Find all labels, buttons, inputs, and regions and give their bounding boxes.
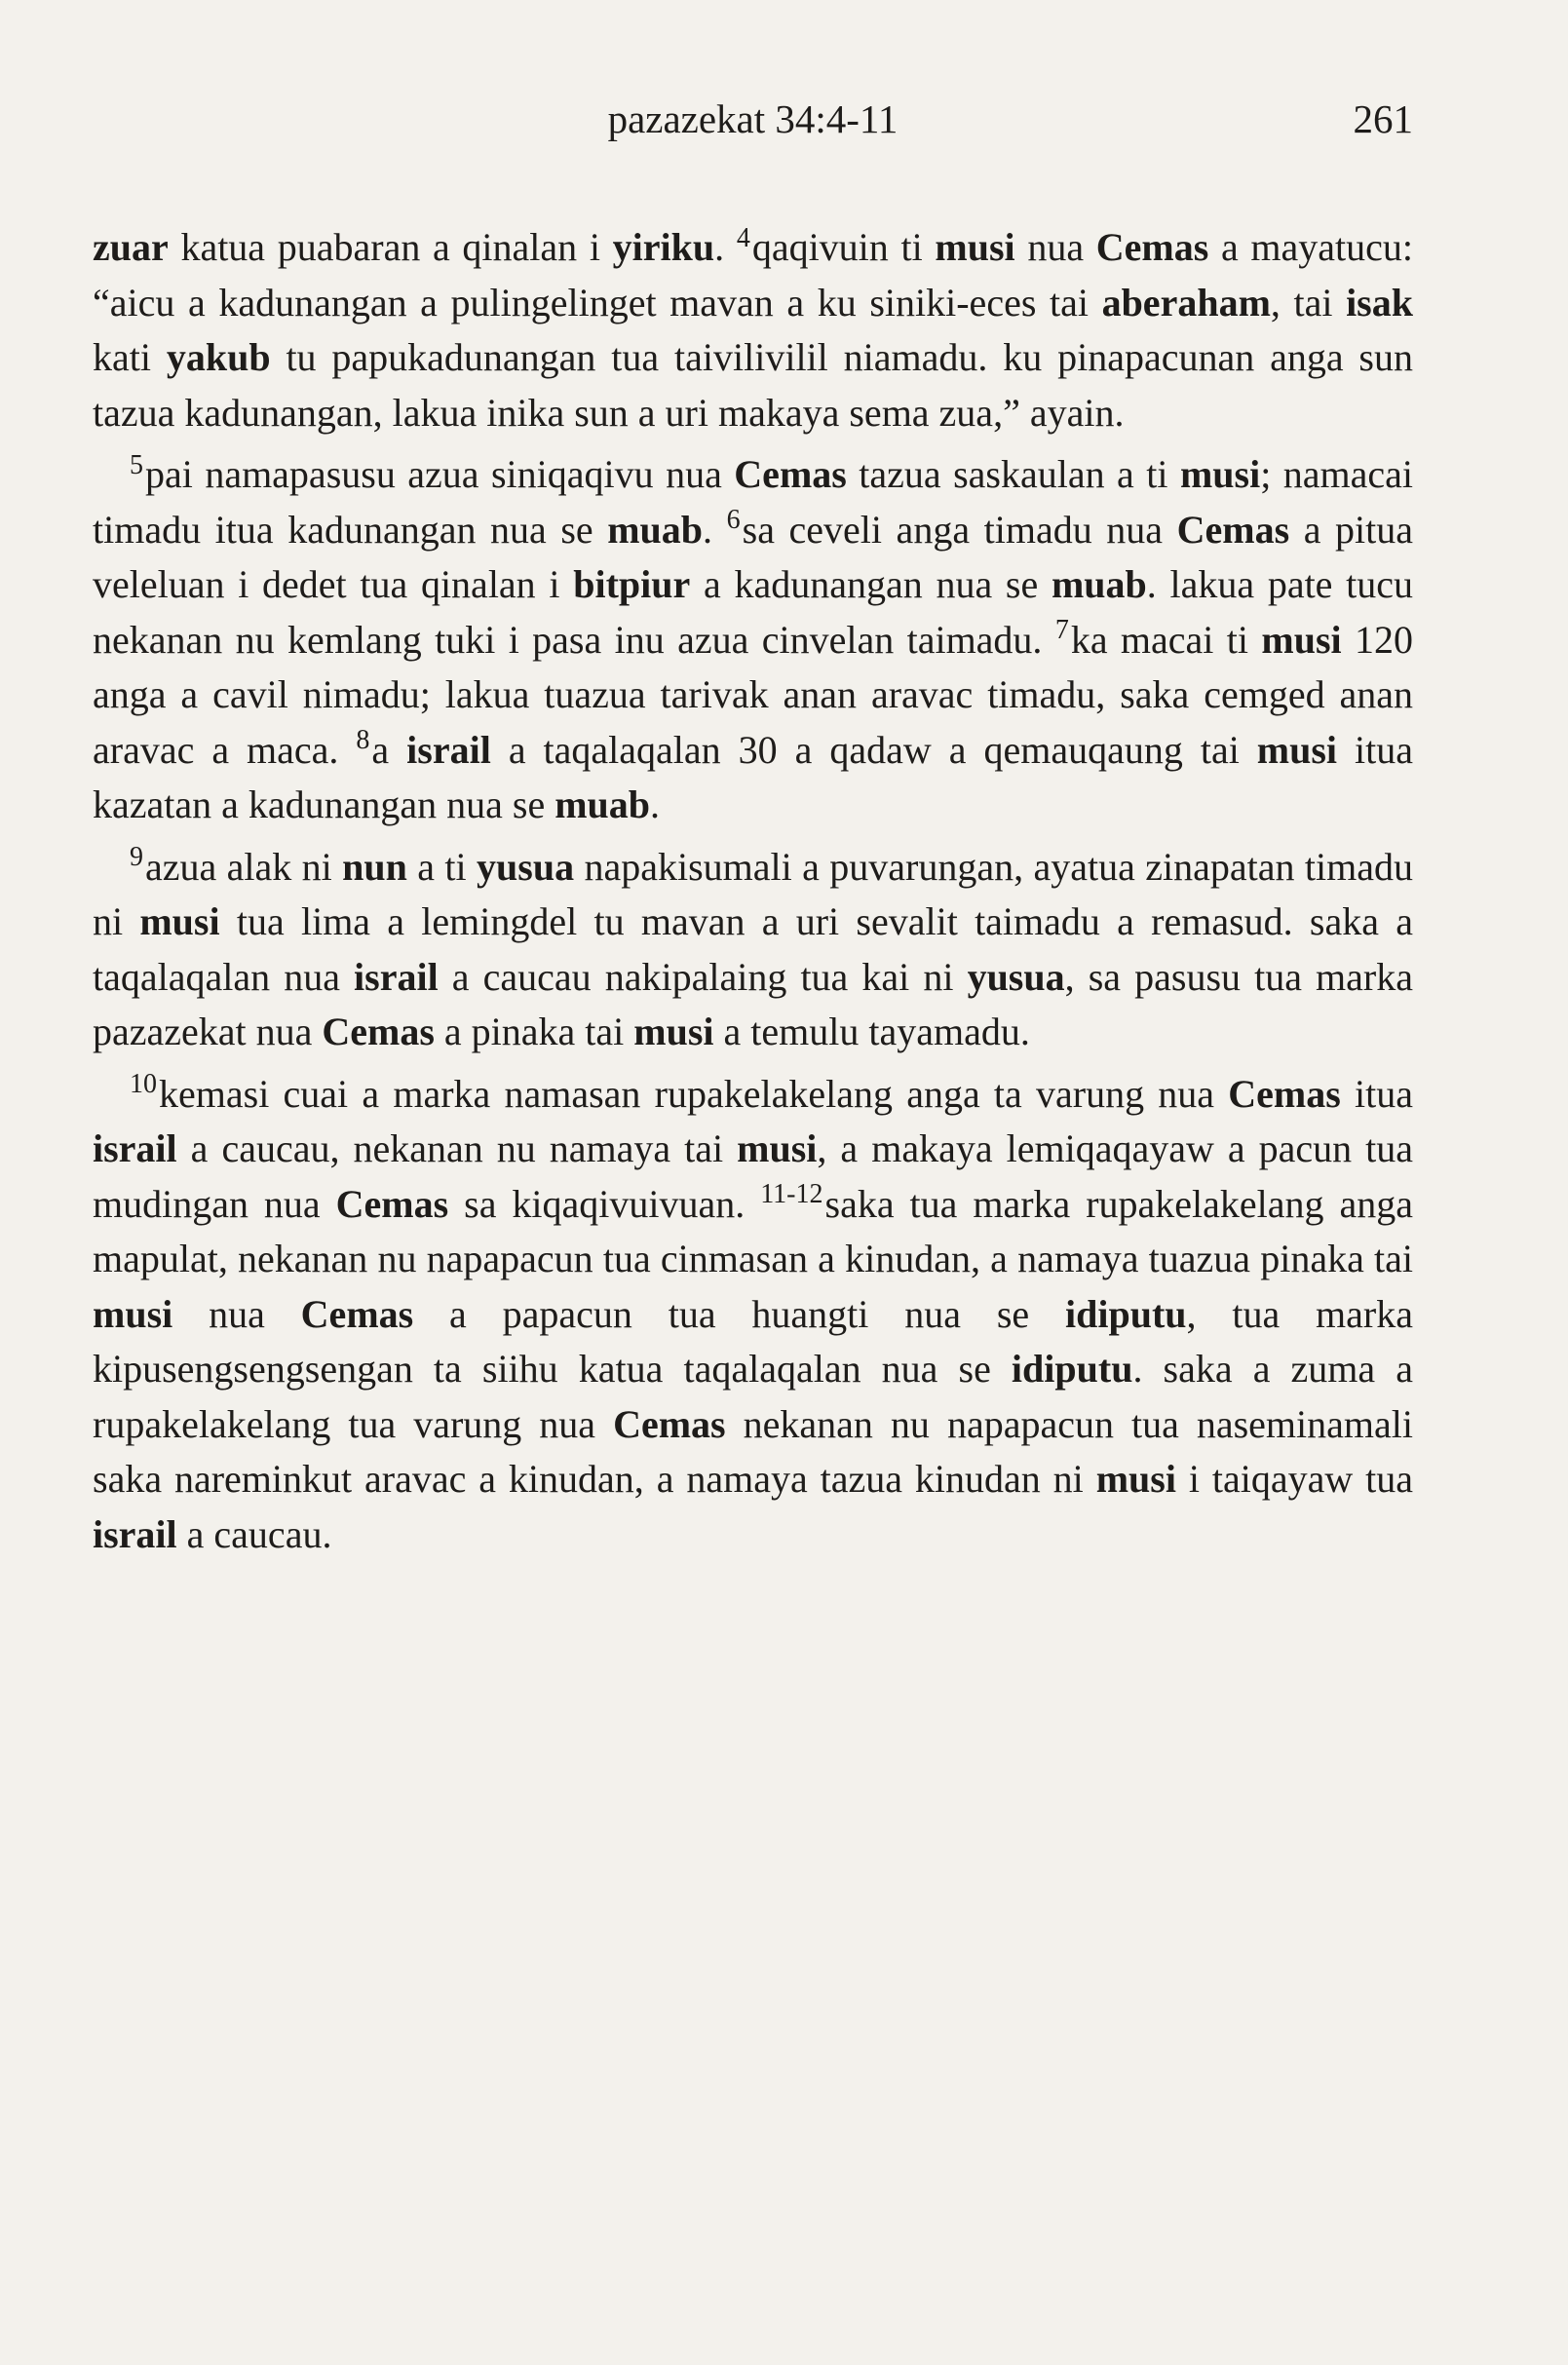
verse-number: 9 [130,842,143,873]
bold-name: yusua [967,954,1065,999]
text-run: nekanan nu napapacun tua naseminamali saka nareminkut aravac a kinudan, a namaya tazua kinudan ni [93,1401,1414,1501]
bold-name: musi [93,1291,173,1336]
bold-name: Cemas [1176,507,1290,552]
text-run: kemasi cuai a marka namasan rupakelakelang anga ta varung nua [159,1071,1229,1116]
bold-name: musi [1261,617,1342,662]
text-run: a caucau nakipalaing tua kai ni [438,954,968,999]
bold-name: Cemas [1095,225,1209,269]
text-run: a temulu tayamadu. [713,1010,1030,1053]
bold-name: nun [342,844,407,889]
bold-name: Cemas [335,1181,449,1226]
bold-name: aberaham [1101,280,1271,324]
text-run: . saka a zuma a rupakelakelang tua varung nua [93,1347,1414,1446]
bold-name: Cemas [1228,1071,1341,1116]
text-run: 120 anga a cavil nimadu; lakua tuazua tarivak anan aravac timadu, saka cemged anan aravac a maca. [93,617,1414,772]
text-run: a pinaka tai [434,1010,634,1053]
text-run: qaqivuin ti [751,225,936,269]
text-run: , tua marka kipusengsengsengan ta siihu katua taqalaqalan nua se [93,1291,1413,1391]
bold-name: muab [607,507,704,552]
verse-number: 7 [1054,615,1069,646]
bold-name: isak [1346,280,1413,324]
paragraph [93,220,1413,440]
running-title: pazazekat 34:4-11 [607,96,899,141]
bold-name: idiputu [1011,1347,1133,1391]
paragraph [93,840,1413,1060]
text-run: sa kiqaqivuivuan. [448,1181,761,1226]
text-run: sa ceveli anga timadu nua [742,507,1177,552]
verse-number: 11-12 [760,1179,823,1210]
bold-name: musi [633,1010,714,1053]
text-run: nua [1014,225,1096,269]
verse-number: 6 [726,505,741,536]
bold-name: israil [93,1126,177,1170]
bold-name: Cemas [322,1010,435,1053]
bold-name: musi [935,225,1015,269]
text-run: , tai [1270,280,1347,324]
bold-name: Cemas [300,1291,414,1336]
text-run: ka macai ti [1070,617,1262,662]
text-run: a mayatucu: “aicu a kadunangan a pulingelinget mavan a ku siniki-eces tai [93,225,1414,324]
verse-number: 5 [130,449,143,480]
bold-name: yakub [166,335,271,379]
text-run: a taqalaqalan 30 a qadaw a qemauqaung tai [490,727,1257,772]
text-run: ; namacai timadu itua kadunangan nua se [93,452,1413,552]
text-run: . lakua pate tucu nekanan nu kemlang tuki i pasa inu azua cinvelan taimadu. [93,562,1414,662]
text-run: a [371,727,407,772]
text-run: , a makaya lemiqaqayaw a pacun tua mudingan nua [93,1126,1414,1226]
text-run: tazua saskaulan a ti [846,452,1180,496]
paragraph [93,447,1413,833]
text-run: , sa pasusu tua marka pazazekat nua [93,954,1413,1053]
text-run: pai namapasusu azua siniqaqivu nua [145,452,735,496]
bold-name: Cemas [613,1401,726,1446]
bold-name: muab [555,782,651,826]
verse-number: 8 [356,725,370,756]
text-run: . [714,225,737,269]
bold-name: yiriku [612,225,715,269]
text-run: . [703,507,727,552]
text-run: itua kazatan a kadunangan nua se [93,727,1414,826]
verse-number: 4 [736,222,750,253]
page-header [93,95,1413,154]
text-run: i taiqayaw tua [1175,1457,1413,1501]
bold-name: israil [406,727,491,772]
bold-name: musi [737,1126,818,1170]
text-run: itua [1340,1071,1413,1116]
text-run: napakisumali a puvarungan, ayatua zinapatan timadu ni [93,844,1413,943]
text-run: a kadunangan nua se [690,562,1052,606]
verse-number: 10 [130,1069,157,1100]
bold-name: yusua [477,844,575,889]
bold-name: israil [93,1511,177,1556]
text-run: nua [172,1291,301,1336]
text-run: a ti [406,844,478,889]
bold-name: musi [1179,452,1261,496]
text-run: a papacun tua huangti nua se [413,1291,1065,1336]
text-run: . [650,782,661,826]
bold-name: muab [1051,562,1147,606]
bold-name: musi [139,899,220,943]
page-number: 261 [1353,96,1413,141]
bold-name: zuar [93,225,169,269]
text-run: saka tua marka rupakelakelang anga mapulat, nekanan nu napapacun tua cinmasan a kinudan, a namaya tuazua pinaka tai [93,1181,1414,1280]
text-run: a caucau, nekanan nu namaya tai [176,1126,738,1170]
bold-name: musi [1095,1457,1176,1501]
bold-name: bitpiur [573,562,691,606]
bold-name: idiputu [1064,1291,1187,1336]
text-run: a caucau. [176,1511,332,1556]
bold-name: Cemas [734,452,847,496]
text-run: tu papukadunangan tua taivilivilil niamadu. ku pinapacunan anga sun tazua kadunangan, lakua inika sun a uri makaya sema zua,” ayain. [93,335,1413,435]
body-text [93,220,1413,1569]
text-run: tua lima a lemingdel tu mavan a uri sevalit taimadu a remasud. saka a taqalaqalan nua [93,899,1413,999]
paragraph [93,1067,1413,1563]
text-run: kati [93,335,167,379]
text-run: a pitua veleluan i dedet tua qinalan i [93,507,1414,606]
text-run: katua puabaran a qinalan i [168,225,613,269]
text-run: azua alak ni [145,844,343,889]
bold-name: israil [354,954,439,999]
bold-name: musi [1256,727,1338,772]
